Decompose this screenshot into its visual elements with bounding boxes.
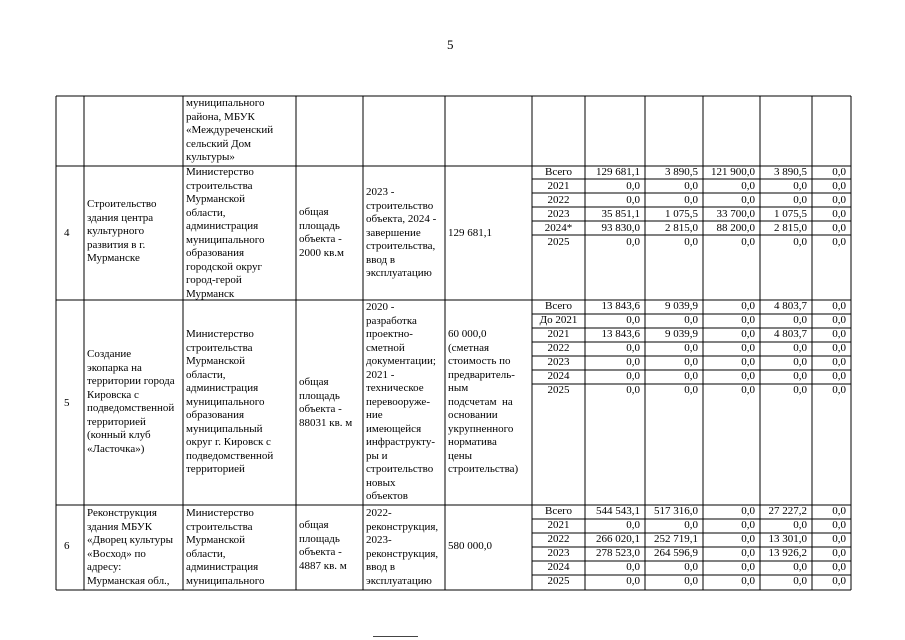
fin-federal: 2 815,0 [665,222,698,234]
fin-year: 2024* [544,222,573,234]
fin-regional: 0,0 [741,384,755,396]
fin-other: 0,0 [832,314,846,326]
executor-continuation: муниципального района, МБУК «Междуреченский сельский Дом культуры» [186,97,274,163]
fin-federal: 517 316,0 [654,505,698,517]
fin-year: 2025 [547,236,570,248]
fin-other: 0,0 [832,180,846,192]
fin-total: 0,0 [626,519,640,531]
fin-federal: 0,0 [684,356,698,368]
fin-local: 0,0 [793,561,807,573]
fin-total: 93 830,0 [601,222,640,234]
fin-other: 0,0 [832,384,846,396]
fin-regional: 0,0 [741,314,755,326]
fin-other: 0,0 [832,328,846,340]
footer-rule [373,636,418,637]
fin-total: 0,0 [626,314,640,326]
fin-year: До 2021 [539,314,578,326]
cost: 580 000,0 [448,540,492,552]
fin-year: 2022 [547,342,570,354]
object-name: Строительство здания центра культурного развития в г. Мурманске [87,198,157,264]
fin-regional: 0,0 [741,370,755,382]
fin-year: 2022 [547,194,570,206]
fin-federal: 0,0 [684,561,698,573]
period: 2023 - строительство объекта, 2024 - завершение строительства, ввод в эксплуатацию [366,186,437,279]
capacity: общая площадь объекта - 4887 кв. м [299,519,347,572]
fin-other: 0,0 [832,575,846,587]
executor: Министерство строительства Мурманской области, администрация муниципального образования городской округ город-герой Мурманск [186,166,265,300]
fin-year: 2022 [547,533,570,545]
fin-local: 0,0 [793,180,807,192]
fin-year: 2021 [547,180,570,192]
fin-year: 2024 [547,561,570,573]
fin-total: 0,0 [626,561,640,573]
fin-local: 2 815,0 [774,222,807,234]
fin-regional: 88 200,0 [716,222,755,234]
fin-local: 0,0 [793,384,807,396]
fin-other: 0,0 [832,356,846,368]
fin-other: 0,0 [832,561,846,573]
fin-year: 2023 [547,547,570,559]
fin-federal: 0,0 [684,370,698,382]
fin-total: 0,0 [626,356,640,368]
fin-total: 13 843,6 [601,300,640,312]
object-name: Реконструкция здания МБУК «Дворец культуры «Восход» по адресу: Мурманская обл., [87,507,173,587]
fin-local: 0,0 [793,194,807,206]
fin-total: 0,0 [626,384,640,396]
fin-local: 0,0 [793,236,807,248]
fin-year: Всего [545,166,572,178]
fin-total: 0,0 [626,575,640,587]
fin-regional: 0,0 [741,505,755,517]
fin-local: 0,0 [793,575,807,587]
fin-year: 2021 [547,519,570,531]
fin-regional: 0,0 [741,300,755,312]
cost: 129 681,1 [448,227,492,239]
cost: 60 000,0 (сметная стоимость по предваритель- ным подсчетам на основании укрупненного норматива цены строительства) [448,328,519,475]
fin-local: 0,0 [793,314,807,326]
executor: Министерство строительства Мурманской области, администрация муниципального образования муниципальный округ г. Кировск с подведомственной территорией [186,328,274,475]
fin-total: 544 543,1 [596,505,640,517]
fin-other: 0,0 [832,166,846,178]
fin-local: 13 926,2 [768,547,807,559]
fin-other: 0,0 [832,547,846,559]
fin-total: 13 843,6 [601,328,640,340]
fin-regional: 0,0 [741,328,755,340]
fin-regional: 0,0 [741,356,755,368]
fin-local: 0,0 [793,356,807,368]
fin-year: 2025 [547,575,570,587]
fin-year: 2023 [547,208,570,220]
capacity: общая площадь объекта - 2000 кв.м [299,206,344,259]
fin-federal: 0,0 [684,342,698,354]
fin-other: 0,0 [832,222,846,234]
fin-federal: 264 596,9 [654,547,698,559]
fin-federal: 0,0 [684,384,698,396]
fin-local: 0,0 [793,370,807,382]
fin-total: 129 681,1 [596,166,640,178]
fin-federal: 0,0 [684,180,698,192]
fin-total: 278 523,0 [596,547,640,559]
fin-total: 0,0 [626,236,640,248]
fin-local: 3 890,5 [774,166,807,178]
object-name: Создание экопарка на территории города Кировска с подведомственной территорией (конный клуб «Ласточка») [87,348,175,455]
fin-federal: 0,0 [684,519,698,531]
fin-other: 0,0 [832,505,846,517]
fin-regional: 33 700,0 [716,208,755,220]
fin-other: 0,0 [832,519,846,531]
fin-regional: 0,0 [741,180,755,192]
fin-federal: 0,0 [684,236,698,248]
fin-local: 13 301,0 [768,533,807,545]
executor: Министерство строительства Мурманской области, администрация муниципального [186,507,265,587]
fin-other: 0,0 [832,342,846,354]
fin-local: 4 803,7 [774,300,807,312]
capacity: общая площадь объекта - 88031 кв. м [299,376,353,429]
row-number: 6 [64,540,70,552]
row-number: 4 [64,227,70,239]
fin-year: Всего [545,300,572,312]
fin-regional: 0,0 [741,547,755,559]
fin-local: 1 075,5 [774,208,807,220]
fin-other: 0,0 [832,194,846,206]
fin-federal: 3 890,5 [665,166,698,178]
fin-federal: 0,0 [684,194,698,206]
page-number: 5 [447,37,454,52]
row-number: 5 [64,397,70,409]
fin-other: 0,0 [832,370,846,382]
fin-regional: 121 900,0 [711,166,755,178]
fin-federal: 9 039,9 [665,300,698,312]
fin-regional: 0,0 [741,561,755,573]
fin-federal: 0,0 [684,314,698,326]
period: 2022- реконструкция, 2023- реконструкция, ввод в эксплуатацию [366,507,439,587]
fin-regional: 0,0 [741,533,755,545]
fin-federal: 9 039,9 [665,328,698,340]
fin-year: 2021 [547,328,570,340]
fin-total: 0,0 [626,194,640,206]
fin-local: 0,0 [793,342,807,354]
fin-year: 2025 [547,384,570,396]
fin-regional: 0,0 [741,194,755,206]
fin-other: 0,0 [832,236,846,248]
fin-other: 0,0 [832,208,846,220]
fin-other: 0,0 [832,533,846,545]
fin-regional: 0,0 [741,236,755,248]
fin-year: Всего [545,505,572,517]
fin-year: 2023 [547,356,570,368]
period: 2020 - разработка проектно- сметной документации; 2021 - техническое перевооруже- ние имеющейся инфраструкту- ры и строительство новых объектов [366,301,436,502]
fin-federal: 1 075,5 [665,208,698,220]
fin-regional: 0,0 [741,519,755,531]
fin-total: 0,0 [626,370,640,382]
fin-federal: 0,0 [684,575,698,587]
fin-other: 0,0 [832,300,846,312]
fin-total: 266 020,1 [596,533,640,545]
fin-regional: 0,0 [741,342,755,354]
fin-local: 4 803,7 [774,328,807,340]
fin-total: 35 851,1 [601,208,640,220]
fin-local: 0,0 [793,519,807,531]
fin-local: 27 227,2 [768,505,807,517]
fin-total: 0,0 [626,342,640,354]
fin-federal: 252 719,1 [654,533,698,545]
fin-regional: 0,0 [741,575,755,587]
fin-year: 2024 [547,370,570,382]
fin-total: 0,0 [626,180,640,192]
